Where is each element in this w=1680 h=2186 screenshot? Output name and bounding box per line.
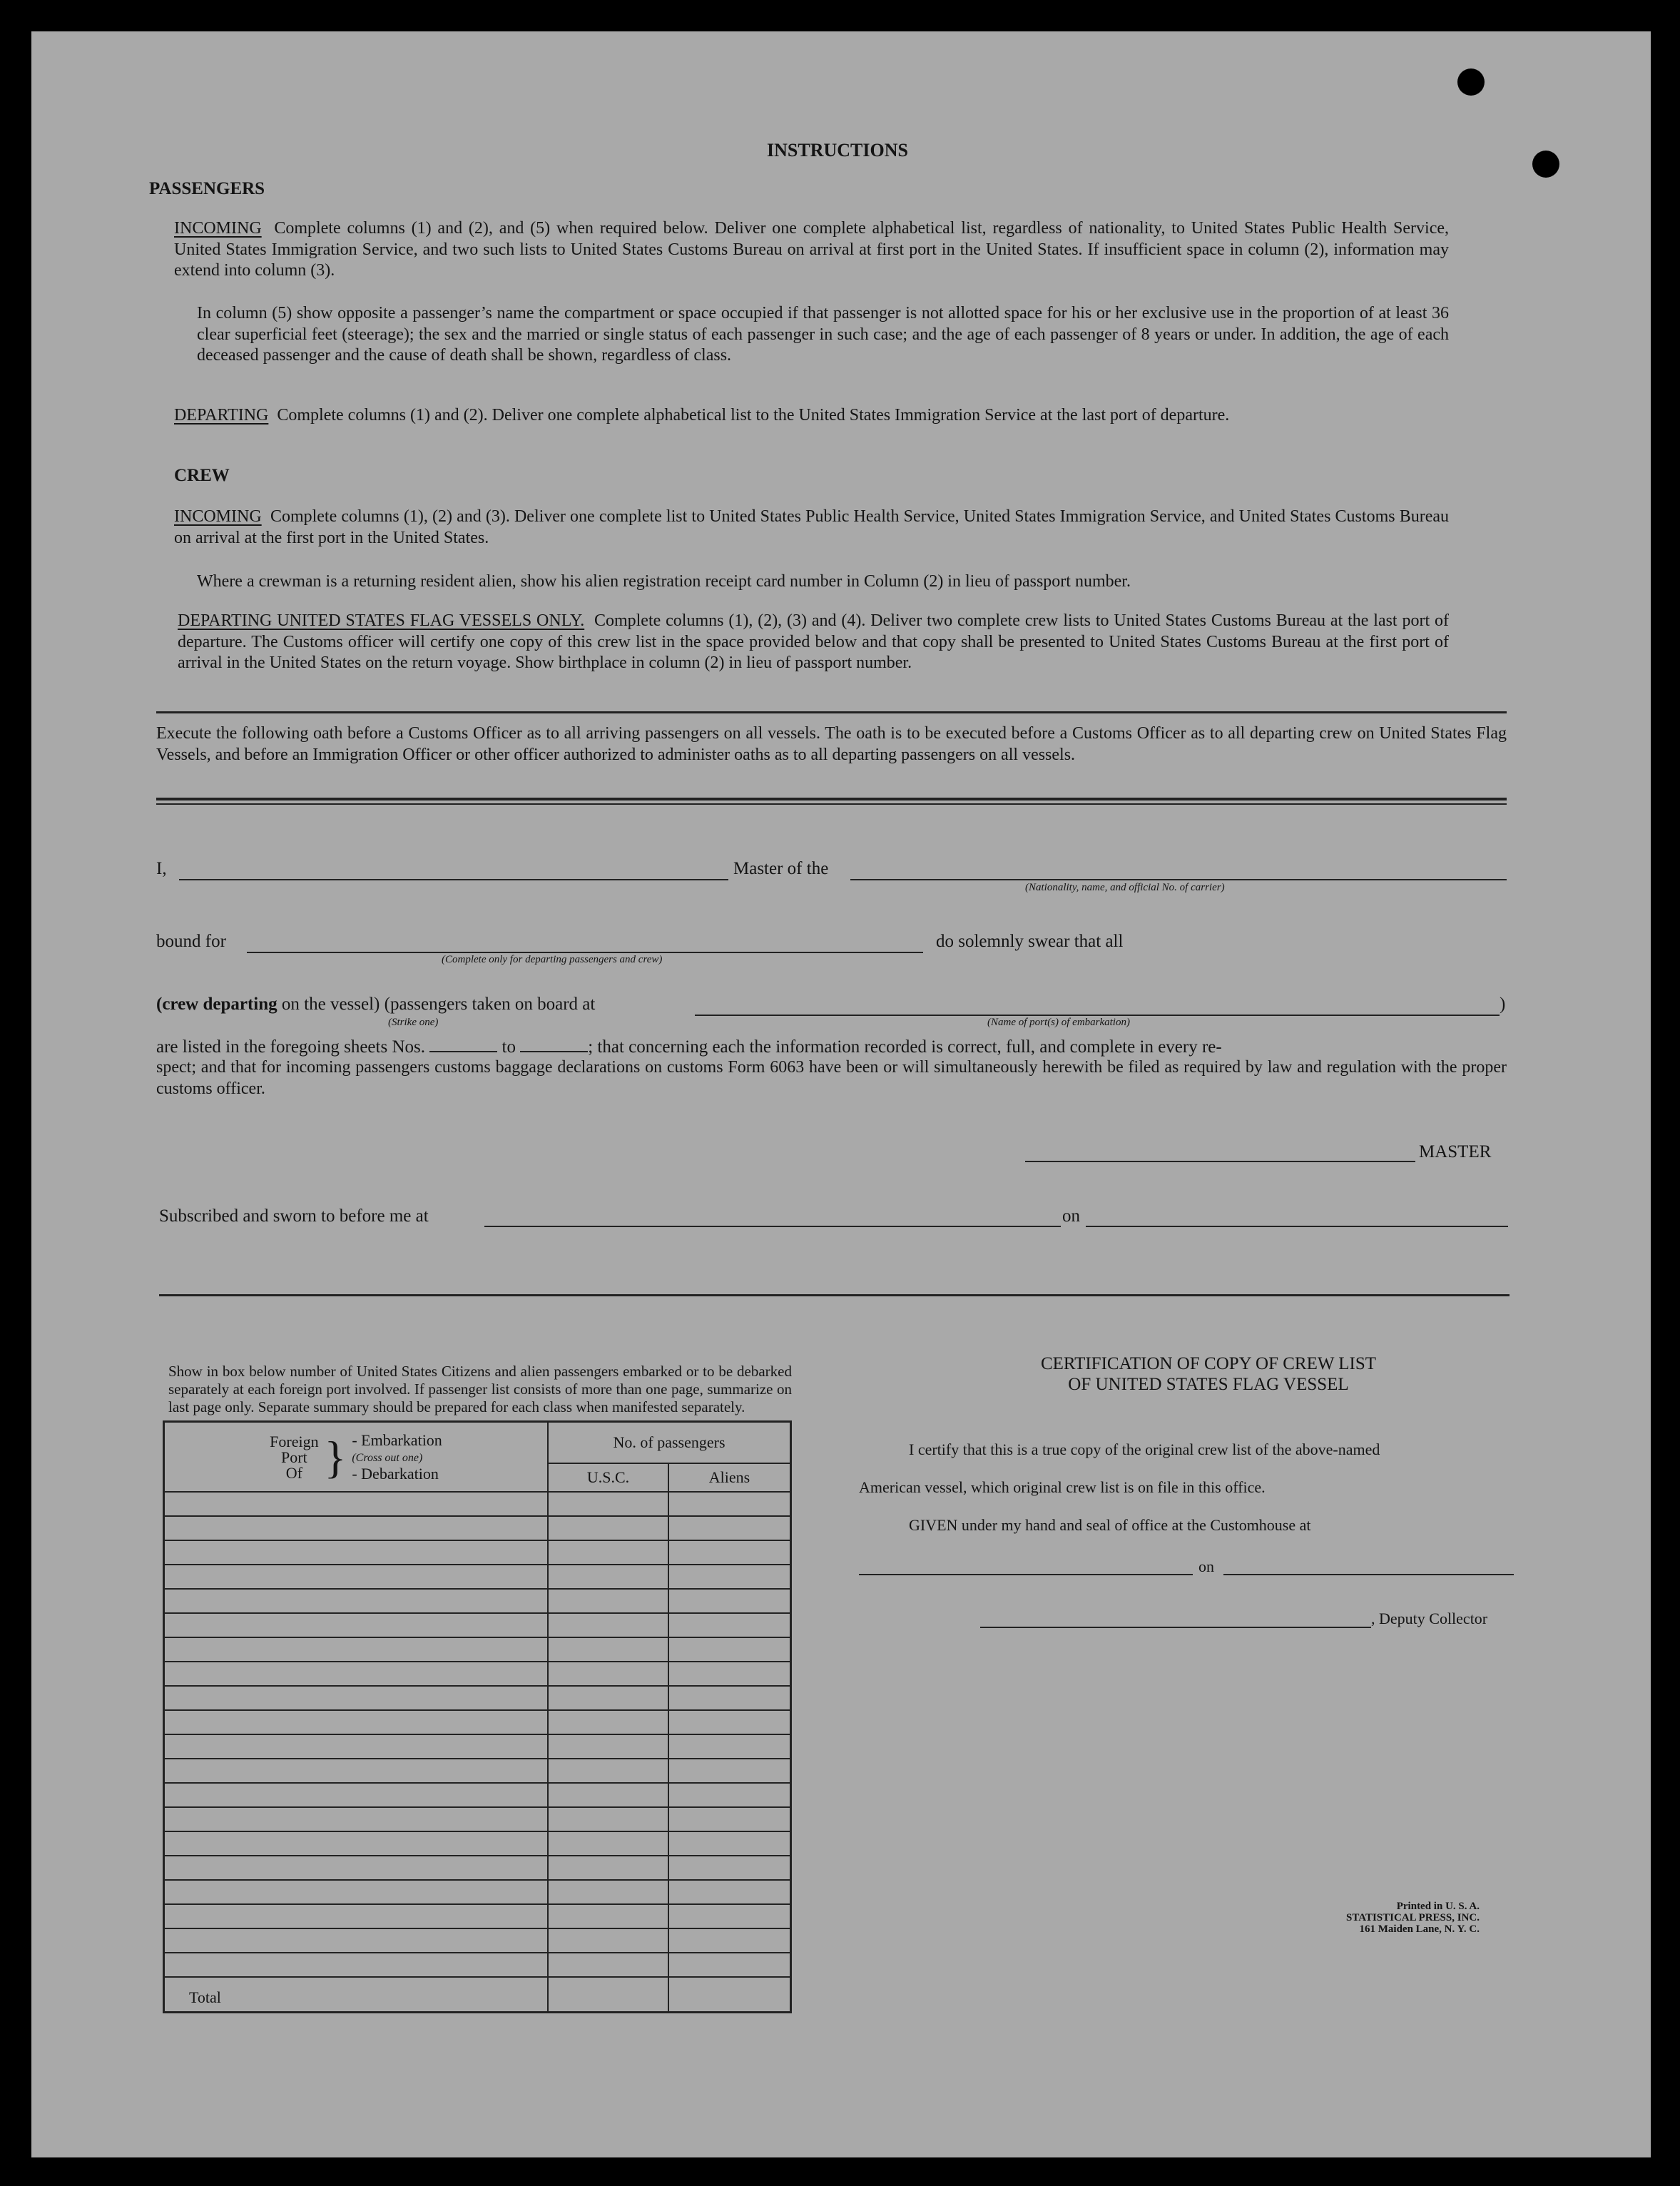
printer-line1: Printed in U. S. A. xyxy=(1396,1901,1480,1912)
printer-line3: 161 Maiden Lane, N. Y. C. xyxy=(1359,1923,1480,1935)
crew-heading: CREW xyxy=(174,466,230,485)
aliens-cell[interactable] xyxy=(668,1734,791,1759)
certify-line2: American vessel, which original crew list is on file in this office. xyxy=(859,1478,1266,1496)
sheets-suffix: ; that concerning each the information recorded is correct, full, and complete in every re- xyxy=(588,1037,1222,1057)
foreign-port-header: Foreign Port Of } - Embarkation (Cross out one) - Debarkation xyxy=(164,1422,549,1492)
crew-incoming-label: INCOMING xyxy=(174,507,262,526)
port-cell[interactable] xyxy=(164,1807,549,1831)
certification-date-field[interactable] xyxy=(1223,1574,1514,1575)
aliens-cell[interactable] xyxy=(668,1831,791,1856)
port-cell[interactable] xyxy=(164,1831,549,1856)
carrier-field[interactable] xyxy=(850,879,1507,880)
printer-imprint xyxy=(1208,1901,1480,1935)
usc-header: U.S.C. xyxy=(548,1463,668,1492)
port-cell[interactable] xyxy=(164,1589,549,1613)
port-cell[interactable] xyxy=(164,1540,549,1565)
usc-cell[interactable] xyxy=(548,1613,668,1637)
port-cell[interactable] xyxy=(164,1613,549,1637)
aliens-cell[interactable] xyxy=(668,1613,791,1637)
oath-crew-departing xyxy=(156,995,595,1015)
aliens-cell[interactable] xyxy=(668,1710,791,1734)
aliens-cell[interactable] xyxy=(668,1686,791,1710)
usc-cell[interactable] xyxy=(548,1953,668,1977)
crew-incoming-paragraph xyxy=(174,507,1449,549)
on-vessel-text: on the vessel) xyxy=(281,995,380,1014)
aliens-cell[interactable] xyxy=(668,1807,791,1831)
aliens-cell[interactable] xyxy=(668,1953,791,1977)
port-cell[interactable] xyxy=(164,1516,549,1540)
printer-line2: STATISTICAL PRESS, INC. xyxy=(1345,1912,1480,1923)
sworn-place-field[interactable] xyxy=(484,1226,1061,1227)
master-signature-field[interactable] xyxy=(1025,1161,1415,1162)
passengers-departing-text: Complete columns (1) and (2). Deliver one complete alphabetical list to the United States Immigration Service at the last port of departure. xyxy=(277,406,1230,425)
master-name-field[interactable] xyxy=(179,879,728,880)
aliens-cell[interactable] xyxy=(668,1880,791,1904)
port-cell[interactable] xyxy=(164,1953,549,1977)
port-cell[interactable] xyxy=(164,1904,549,1928)
port-cell[interactable] xyxy=(164,1492,549,1516)
debarkation-label: - Debarkation xyxy=(352,1465,439,1483)
passengers-taken-option: (passengers taken on board at xyxy=(384,995,596,1014)
oath-swear-text: do solemnly swear that all xyxy=(936,932,1124,951)
divider xyxy=(156,798,1507,800)
usc-cell[interactable] xyxy=(548,1637,668,1662)
crew-departing-text: Complete columns (1), (2), (3) and (4). Deliver two complete crew lists to United States Customs Bureau at the last port of departure. The Customs officer will certify one copy of this crew list in the space provided below and that copy shall be presented to United States Customs Bureau at the first port of arrival in the United States on the return voyage. Show birthplace in column (2) in lieu of passport number. xyxy=(178,611,1449,672)
passengers-departing-paragraph xyxy=(174,405,1449,427)
punch-hole xyxy=(1457,68,1485,96)
port-label: Port xyxy=(281,1448,307,1466)
divider xyxy=(159,1294,1510,1296)
embarkation-label: - Embarkation xyxy=(352,1431,442,1449)
usc-cell[interactable] xyxy=(548,1686,668,1710)
usc-cell[interactable] xyxy=(548,1904,668,1928)
certification-title xyxy=(887,1353,1529,1395)
embarkation-ports-field[interactable] xyxy=(695,1015,1500,1016)
punch-hole xyxy=(1532,151,1559,178)
port-cell[interactable] xyxy=(164,1662,549,1686)
passengers-incoming-label: INCOMING xyxy=(174,219,262,238)
oath-sheets-line xyxy=(156,1037,1507,1057)
usc-cell[interactable] xyxy=(548,1928,668,1953)
usc-total-cell[interactable] xyxy=(548,1977,668,2013)
of-label: Of xyxy=(285,1463,302,1482)
given-text: GIVEN under my hand and seal of office at the Customhouse at xyxy=(909,1516,1311,1534)
aliens-cell[interactable] xyxy=(668,1637,791,1662)
oath-intro: Execute the following oath before a Customs Officer as to all arriving passengers on all vessels. The oath is to be executed before a Customs Officer as to all departing crew on United States Flag Vessels, and before an Immigration Officer or other officer authorized to administer oaths as to all departing passengers on all vessels. xyxy=(156,724,1507,764)
aliens-cell[interactable] xyxy=(668,1904,791,1928)
divider xyxy=(156,803,1507,805)
passengers-incoming-text: Complete columns (1) and (2), and (5) when required below. Deliver one complete alphabetical list, regardless of nationality, to United States Public Health Service, United States Immigration Service, and two such lists to United States Customs Bureau on arrival at first port in the United States. If insufficient space in column (2), information may extend into column (3). xyxy=(174,219,1450,280)
strike-note: (Strike one) xyxy=(388,1017,439,1028)
aliens-cell[interactable] xyxy=(668,1783,791,1807)
certification-on-label: on xyxy=(1198,1557,1214,1575)
aliens-cell[interactable] xyxy=(668,1565,791,1589)
aliens-cell[interactable] xyxy=(668,1516,791,1540)
port-cell[interactable] xyxy=(164,1565,549,1589)
crew-departing-label: DEPARTING UNITED STATES FLAG VESSELS ONLY. xyxy=(178,611,585,630)
aliens-total-cell[interactable] xyxy=(668,1977,791,2013)
usc-cell[interactable] xyxy=(548,1759,668,1783)
port-cell[interactable] xyxy=(164,1856,549,1880)
usc-cell[interactable] xyxy=(548,1710,668,1734)
subscribed-label: Subscribed and sworn to before me at xyxy=(159,1206,429,1226)
port-cell[interactable] xyxy=(164,1734,549,1759)
crew-departing-paragraph xyxy=(178,611,1449,674)
bound-for-note: (Complete only for departing passengers and crew) xyxy=(442,954,663,965)
crew-resident-paragraph: Where a crewman is a returning resident alien, show his alien registration receipt card number in Column (2) in lieu of passport number. xyxy=(197,572,1131,591)
customhouse-field[interactable] xyxy=(859,1574,1193,1575)
aliens-header: Aliens xyxy=(668,1463,791,1492)
port-cell[interactable] xyxy=(164,1637,549,1662)
carrier-note: (Nationality, name, and official No. of carrier) xyxy=(1025,882,1225,893)
passengers-departing-label: DEPARTING xyxy=(174,406,269,425)
usc-cell[interactable] xyxy=(548,1856,668,1880)
no-passengers-header: No. of passengers xyxy=(548,1422,791,1463)
crew-incoming-text: Complete columns (1), (2) and (3). Deliver one complete list to United States Public Health Service, United States Immigration Service, and United States Customs Bureau on arrival at the first port in the United States. xyxy=(174,507,1450,547)
cross-out-note: (Cross out one) xyxy=(352,1452,423,1464)
passengers-column5-paragraph: In column (5) show opposite a passenger’s name the compartment or space occupied if that passenger is not allotted space for his or her exclusive use in the proportion of at least 36 clear superficial feet (steerage); the sex and the married or single status of each passenger in such case; and the age of each passenger of 8 years or under. In addition, the age of each deceased passenger and the cause of death shall be shown, regardless of class. xyxy=(197,304,1449,365)
usc-cell[interactable] xyxy=(548,1807,668,1831)
port-cell[interactable] xyxy=(164,1710,549,1734)
certification-title-line1: CERTIFICATION OF COPY OF CREW LIST xyxy=(1040,1354,1377,1373)
master-label: MASTER xyxy=(1419,1142,1492,1161)
oath-bound-for-label: bound for xyxy=(156,932,226,951)
certify-line1: I certify that this is a true copy of the original crew list of the above-named xyxy=(909,1440,1380,1458)
passengers-incoming-paragraph xyxy=(174,218,1449,282)
oath-close-paren: ) xyxy=(1500,995,1506,1014)
deputy-collector-label: , Deputy Collector xyxy=(1371,1610,1488,1627)
aliens-cell[interactable] xyxy=(668,1662,791,1686)
usc-cell[interactable] xyxy=(548,1492,668,1516)
usc-cell[interactable] xyxy=(548,1831,668,1856)
sheets-to-field[interactable] xyxy=(520,1037,588,1052)
sheets-from-field[interactable] xyxy=(429,1037,497,1052)
port-cell[interactable] xyxy=(164,1783,549,1807)
deputy-collector-signature[interactable] xyxy=(980,1627,1371,1628)
oath-master-of-label: Master of the xyxy=(733,859,829,878)
aliens-cell[interactable] xyxy=(668,1540,791,1565)
usc-cell[interactable] xyxy=(548,1516,668,1540)
summary-instruction: Show in box below number of United States Citizens and alien passengers embarked or to be debarked separately at each foreign port involved. If passenger list consists of more than one page, summarize on last page only. Separate summary should be prepared for each class when manifested separately. xyxy=(168,1363,792,1415)
port-cell[interactable] xyxy=(164,1880,549,1904)
aliens-cell[interactable] xyxy=(668,1759,791,1783)
foreign-label: Foreign xyxy=(270,1432,319,1450)
port-cell[interactable] xyxy=(164,1928,549,1953)
total-label: Total xyxy=(164,1977,549,2013)
oath-rest: spect; and that for incoming passengers customs baggage declarations on customs Form 6063 have been or will simultaneously herewith be filed as required by law and regulation with the proper customs officer. xyxy=(156,1058,1507,1098)
usc-cell[interactable] xyxy=(548,1589,668,1613)
oath-i-label: I, xyxy=(156,859,167,878)
aliens-cell[interactable] xyxy=(668,1856,791,1880)
page-title: INSTRUCTIONS xyxy=(767,140,908,161)
usc-cell[interactable] xyxy=(548,1565,668,1589)
usc-cell[interactable] xyxy=(548,1540,668,1565)
sheets-to-label: to xyxy=(502,1037,516,1057)
aliens-cell[interactable] xyxy=(668,1928,791,1953)
crew-departing-option: (crew departing xyxy=(156,995,278,1014)
port-summary-table xyxy=(163,1420,792,2013)
usc-cell[interactable] xyxy=(548,1783,668,1807)
port-cell[interactable] xyxy=(164,1759,549,1783)
aliens-cell[interactable] xyxy=(668,1492,791,1516)
usc-cell[interactable] xyxy=(548,1880,668,1904)
sheets-prefix: are listed in the foregoing sheets Nos. xyxy=(156,1037,425,1057)
aliens-cell[interactable] xyxy=(668,1589,791,1613)
divider xyxy=(156,711,1507,713)
bound-for-field[interactable] xyxy=(247,952,923,953)
sworn-on-label: on xyxy=(1062,1206,1080,1226)
port-cell[interactable] xyxy=(164,1686,549,1710)
usc-cell[interactable] xyxy=(548,1662,668,1686)
sworn-date-field[interactable] xyxy=(1086,1226,1508,1227)
ports-note: (Name of port(s) of embarkation) xyxy=(987,1017,1130,1028)
form-sheet xyxy=(31,31,1651,2157)
certification-title-line2: OF UNITED STATES FLAG VESSEL xyxy=(1068,1375,1349,1394)
usc-cell[interactable] xyxy=(548,1734,668,1759)
passengers-heading: PASSENGERS xyxy=(149,179,265,198)
